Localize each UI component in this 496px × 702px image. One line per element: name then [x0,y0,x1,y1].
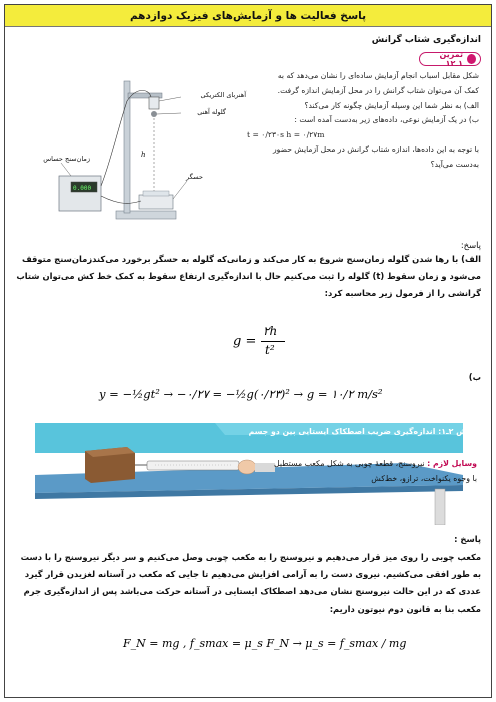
answer-heading-1: پاسخ: [460,240,481,250]
question-data-line: t = ۰/۲۳۰s h = ۰/۲۷m [247,130,325,140]
timer-label: زمان‌سنج حساس [43,155,90,163]
friction-formula: F_N = mg , f_smax = μ_s F_N → μ_s = f_smax / mg [123,637,407,650]
sensor-label: حسگر [186,173,203,181]
question-line: کمک آن می‌توان شتاب گرانش را در محل آزمایش اندازه گرفت. [277,85,479,95]
question-line: ب) در یک آزمایش نوعی، داده‌های زیر به‌دست آمده است : [294,115,479,125]
exercise-badge [419,52,481,66]
height-label: h [141,151,146,159]
materials-list [257,457,477,487]
answer-2-text: مکعب چوبی را روی میز قرار می‌دهیم و نیروسنج را به مکعب چوبی وصل می‌کنیم و سر دیگر نیروسنج را با دست به طور افقی می‌کشیم. نیروی دست را به آرامی افزایش می‌دهیم تا جایی که مکعب در آستانه لغزیدن قرار گیرد عددی که در این حالت نیروسنج نشان می‌دهد اصطکاک ایستایی در آستانه حرکت می‌باشد پس از اندازه‌گیری جرم مکعب بنا به قانون دوم نیوتون داریم: [20,552,481,614]
question-line: با توجه به این داده‌ها، اندازه شتاب گرانش در محل آزمایش حضور [273,144,479,154]
svg-text:0.000: 0.000 [73,185,92,192]
exercise-label: تمرین ۱ـ۱۲ [439,50,464,68]
electromagnet-label: آهنربای الکتریکی [200,91,246,99]
question-line: شکل مقابل اسباب انجام آزمایش ساده‌ای را نشان می‌دهد که به [277,71,479,80]
formula-g-numerator: ۲h [263,324,278,338]
materials-heading: وسایل لازم : [427,459,477,468]
page-frame [4,4,492,698]
materials-line-2: با وجوه یکنواخت، ترازو، خط‌کش [371,473,477,483]
materials-line-1: نیروسنج، قطعهٔ چوبی به شکل مکعب مستطیل [274,459,425,468]
fraction-bar [261,341,285,342]
question-line: الف) به نظر شما این وسیله آزمایش چگونه کار می‌کند؟ [304,100,479,110]
formula-g-lhs: g = [233,334,257,349]
badge-dot-icon [467,54,476,64]
answer-b-label: ب) [468,372,481,382]
question-text [239,69,479,173]
page-header [5,5,491,27]
experiment-banner-title: آزمایش ۲ـ۱: اندازه‌گیری ضریب اصطکاک ایستایی بین دو جسم [248,427,485,436]
formula-g-denominator: t² [265,343,275,357]
section-heading: اندازه‌گیری شتاب گرانش [371,35,481,45]
answer-heading-2: پاسخ : [454,534,481,544]
formula-g [233,324,293,360]
equation-b: y = −½gt² → −۰/۲۷ = −½g(۰/۲۳)² → g = ۱۰/۲ m/s² [99,387,383,401]
question-line: به‌دست می‌آید؟ [430,159,479,169]
iron-ball-label: گلوله آهنی [197,108,226,116]
answer-a-text: الف) با رها شدن گلوله زمان‌سنج شروع به کار می‌کند و زمانی‌که گلوله به حسگر برخورد می‌کندزمان‌سنج متوقف می‌شود و زمان سقوط (t) گلوله را ثبت می‌کنیم حال با اندازه‌گیری ارتفاع سقوط به کمک خط کش می‌توان شتاب گرانشی را از فرمول زیر محاسبه کرد: [16,254,481,299]
page-title: پاسخ فعالیت ها و آزمایش‌های فیزیک دوازدهم [129,9,367,22]
